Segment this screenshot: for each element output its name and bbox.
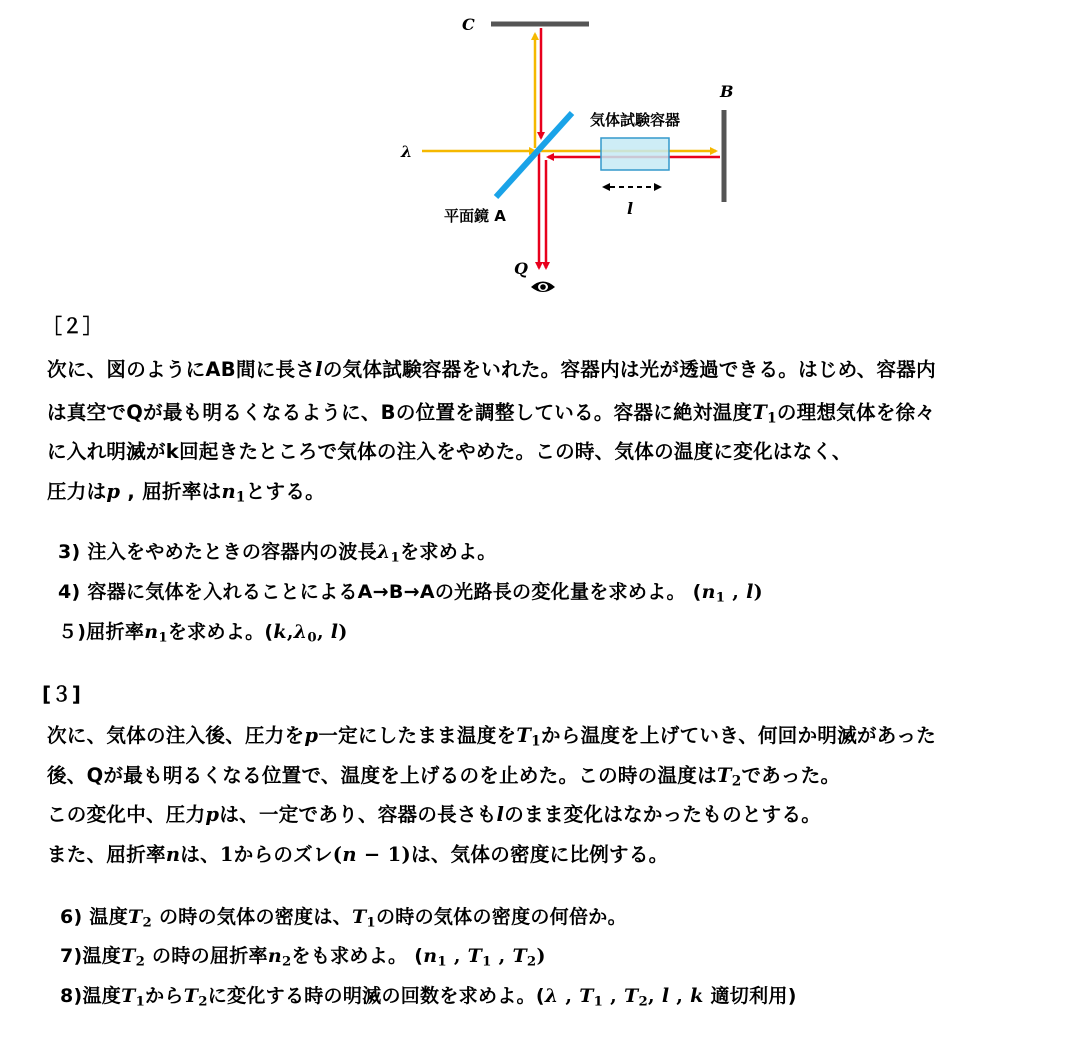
section3-paragraph-line2: 後、Qが最も明るくなる位置で、温度を上げるのを止めた。この時の温度は$T_2$であった。 bbox=[47, 764, 841, 790]
section2-paragraph-line4: 圧力はp , 屈折率は$n_1$とする。 bbox=[47, 480, 325, 506]
section2-paragraph-line3: に入れ明滅がk回起きたところで気体の注入をやめた。この時、気体の温度に変化はなく、 bbox=[47, 440, 852, 463]
label-l: l bbox=[627, 199, 634, 218]
length-arrow-left-head bbox=[602, 183, 610, 191]
question-7: 7)温度$T_2$ の時の屈折率$n_2$をも求めよ。 ($n_1$ , $T_1$ , $T_2$) bbox=[60, 945, 546, 970]
section3-paragraph-line1: 次に、気体の注入後、圧力をp一定にしたまま温度を$T_1$から温度を上げていき、何回か明滅があった bbox=[47, 724, 936, 750]
gas-container bbox=[601, 138, 669, 170]
label-c: C bbox=[462, 15, 475, 34]
eye-icon bbox=[531, 282, 555, 293]
question-8: 8)温度$T_1$から$T_2$に変化する時の明滅の回数を求めよ。(λ , $T_1$ , $T_2$, l , k 適切利用) bbox=[60, 985, 797, 1010]
interferometer-diagram bbox=[0, 0, 1070, 310]
label-lambda: λ bbox=[401, 142, 413, 161]
label-container: 気体試験容器 bbox=[590, 111, 681, 129]
section3-heading: [３] bbox=[42, 682, 82, 706]
label-q: Q bbox=[514, 259, 528, 278]
question-4: 4) 容器に気体を入れることによるA→B→Aの光路長の変化量を求めよ。 ($n_1$ , l) bbox=[58, 581, 763, 606]
section3-paragraph-line3: この変化中、圧力pは、一定であり、容器の長さもlのまま変化はなかったものとする。 bbox=[47, 803, 822, 826]
question-5: ５)屈折率$n_1$を求めよ。($k,\lambda_0$, l) bbox=[58, 621, 348, 646]
section2-heading: ［２］ bbox=[42, 314, 103, 338]
question-3: 3) 注入をやめたときの容器内の波長$\lambda_1$を求めよ。 bbox=[58, 541, 497, 566]
section3-paragraph-line4: また、屈折率nは、1からのズレ(n − 1)は、気体の密度に比例する。 bbox=[47, 843, 669, 866]
label-mirror-a: 平面鏡 A bbox=[444, 207, 506, 225]
section2-paragraph-line1: 次に、図のようにAB間に長さlの気体試験容器をいれた。容器内は光が透過できる。はじめ、容器内 bbox=[47, 358, 936, 381]
question-6: 6) 温度$T_2$ の時の気体の密度は、$T_1$の時の気体の密度の何倍か。 bbox=[60, 906, 627, 931]
section2-paragraph-line2: は真空でQが最も明るくなるように、Bの位置を調整している。容器に絶対温度$T_1$の理想気体を徐々 bbox=[47, 401, 936, 427]
label-b: B bbox=[720, 82, 734, 101]
